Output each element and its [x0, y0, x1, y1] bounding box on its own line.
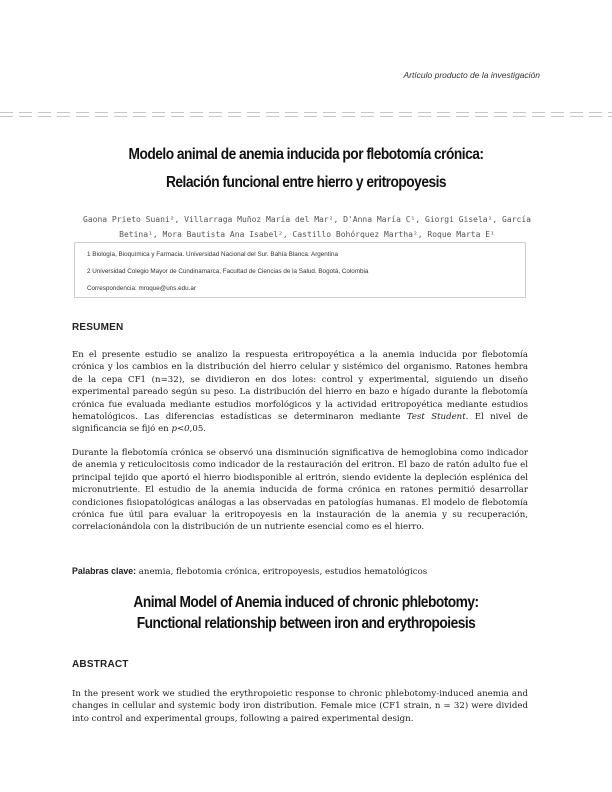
- resumen-p1-pvalue: p<0: [171, 424, 190, 435]
- resumen-paragraph-1: [72, 349, 528, 436]
- dashed-divider: [0, 112, 612, 118]
- affiliations-box: [74, 242, 526, 298]
- authors: [72, 212, 542, 242]
- resumen-p1-text-c: ,05.: [189, 424, 207, 435]
- resumen-paragraph-2: Durante la flebotomía crónica se observó una disminución significativa de hemoglobina como indicador de anemia y reticulocitosis como indicador de la restauración del eritron. El bazo de ratón adulto fue el principal tejido que aportó el hierro biodisponible al eritrón, siendo evidente la depleción esplénica del micronutriente. El estudio de la anemia inducida de forma crónica en ratones permitió desarrollar condiciones fisiopatológicas análogas a las observadas en patologías humanas. El modelo de flebotomía crónica fue útil para evaluar la eritropoyesis en la instauración de la anemia y su recuperación, correlacionándola con la distribución de un nutriente esencial como es el hierro.: [72, 448, 528, 533]
- resumen-p1-text-a: En el presente estudio se analizo la respuesta eritropoyética a la anemia inducida por flebotomía crónica y los cambios en la distribución del hierro celular y sistémico del organismo. Ratones hembra de la cepa CF1 (n=32), se dividieron en dos lotes: control y experimental, siguiendo un diseño experimental pareado según su peso. La distribución del hierro en bazo e hígado durante la flebotomía crónica fue evaluada mediante estudios morfológicos y la actividad eritropoyética mediante estudios hematológicos. Las diferencias estadísticas se determinaron mediante: [72, 350, 528, 423]
- header-note: Artículo producto de la investigación: [403, 70, 540, 80]
- title-es-line1: Modelo animal de anemia inducida por flebotomía crónica:: [128, 146, 484, 163]
- affiliation-1: 1 Biología, Bioquímica y Farmacia. Universidad Nacional del Sur. Bahía Blanca. Argentina: [87, 251, 338, 258]
- resumen-heading: RESUMEN: [72, 322, 124, 333]
- keywords-text: anemia, flebotomia crónica, eritropoyesis, estudios hematológicos: [136, 567, 428, 577]
- resumen-p1-test: Test Student: [406, 412, 466, 423]
- title-es-line2: Relación funcional entre hierro y eritropoyesis: [165, 174, 447, 191]
- title-en-line1: Animal Model of Anemia induced of chronic phlebotomy:: [133, 594, 479, 611]
- abstract-paragraph-1: In the present work we studied the erythropoietic response to chronic phlebotomy-induced anemia and changes in cellular and systemic body iron distribution. Female mice (CF1 strain, n = 32) were divided into control and experimental groups, following a paired experimental design.: [72, 689, 528, 724]
- keywords: [72, 566, 528, 577]
- affiliation-2: 2 Universidad Colegio Mayor de Cundinamarca, Facultad de Ciencias de la Salud. Bogotá, Colombia: [87, 268, 369, 275]
- authors-line1: Gaona Prieto Suani², Villarraga Muñoz María del Mar², D'Anna María C¹, Giorgi Gisela¹, García: [83, 215, 531, 224]
- title-en-line2: Functional relationship between iron and erythropoiesis: [136, 615, 476, 632]
- keywords-label: Palabras clave:: [72, 566, 137, 576]
- resumen-p1-text-b: . El nivel de significancia se fijó en: [72, 412, 529, 435]
- authors-line2: Betina¹, Mora Bautista Ana Isabel², Castillo Bohórquez Martha², Roque Marta E¹: [119, 230, 495, 239]
- abstract-heading: ABSTRACT: [72, 659, 129, 670]
- correspondence: Correspondencia: mroque@uns.edu.ar: [87, 285, 196, 292]
